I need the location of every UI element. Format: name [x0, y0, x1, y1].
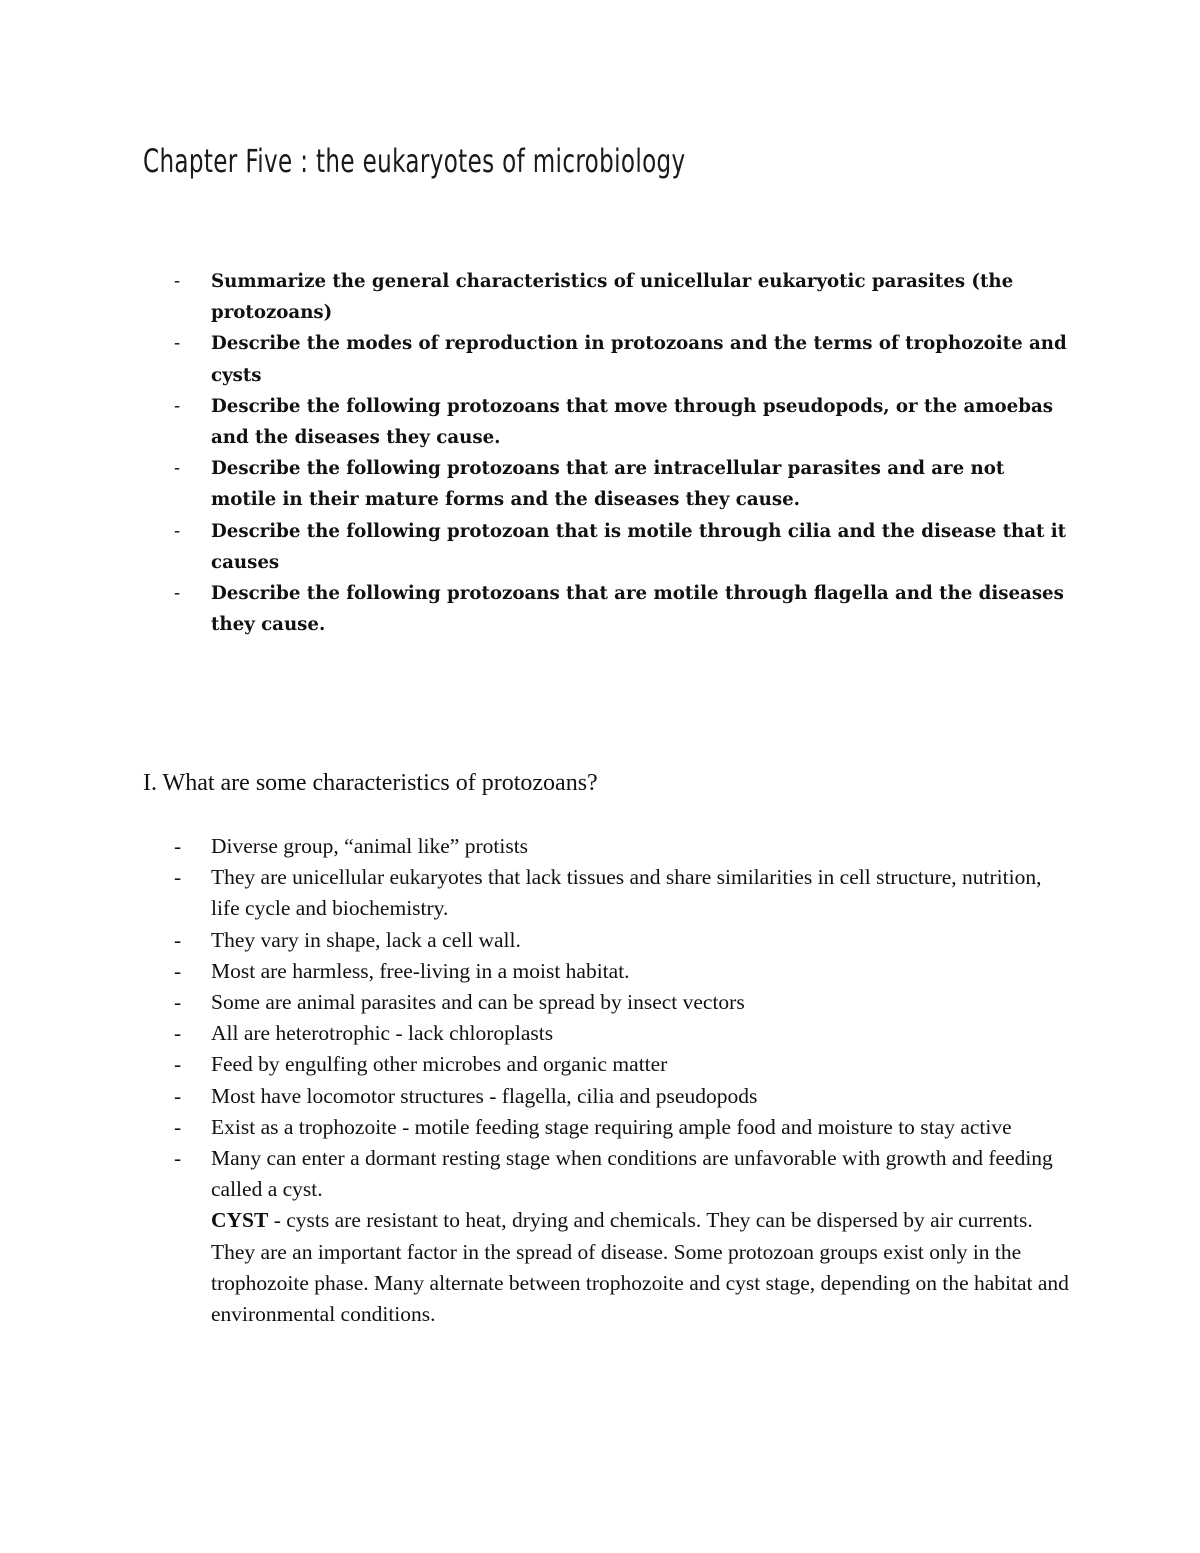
- bullet-dash: -: [174, 834, 182, 858]
- list-item: [170, 925, 1070, 956]
- list-item: [170, 1112, 1070, 1143]
- item-text: Many can enter a dormant resting stage when conditions are unfavorable with growth and feeding called a cyst.: [211, 1146, 1053, 1202]
- objective-text: Summarize the general characteristics of unicellular eukaryotic parasites (the protozoans): [211, 271, 1014, 324]
- item-text: They are unicellular eukaryotes that lack tissues and share similarities in cell structure, nutrition, life cycle and biochemistry.: [211, 865, 1042, 921]
- bullet-dash: -: [174, 1021, 182, 1046]
- objective-item: [170, 578, 1070, 640]
- cyst-term: CYST: [211, 1208, 269, 1233]
- item-text: Some are animal parasites and can be spread by insect vectors: [211, 990, 745, 1015]
- bullet-dash: -: [174, 271, 181, 292]
- bullet-dash: -: [174, 865, 182, 890]
- objective-item: [170, 516, 1070, 578]
- list-item: [170, 1143, 1070, 1330]
- section-heading: I. What are some characteristics of protozoans?: [143, 770, 598, 796]
- objective-text: Describe the modes of reproduction in protozoans and the terms of trophozoite and cysts: [211, 333, 1067, 386]
- list-item: [170, 862, 1070, 924]
- objective-text: Describe the following protozoans that are intracellular parasites and are not motile in their mature forms and the diseases they cause.: [211, 458, 1005, 511]
- item-text: All are heterotrophic - lack chloroplasts: [211, 1021, 554, 1046]
- objective-text: Describe the following protozoans that are motile through flagella and the diseases they cause.: [211, 583, 1064, 636]
- bullet-dash: -: [174, 520, 181, 542]
- bullet-dash: -: [174, 927, 182, 952]
- list-item: [170, 987, 1070, 1018]
- cyst-definition: - cysts are resistant to heat, drying and chemicals. They can be dispersed by air currents. They are an important factor in the spread of disease. Some protozoan groups exist only in the trophozoite phase. Many alternate between trophozoite and cyst stage, depending on the habitat and environmental conditions.: [211, 1208, 1069, 1327]
- bullet-dash: -: [174, 1114, 182, 1139]
- list-item: [170, 1018, 1070, 1049]
- objective-item: [170, 453, 1070, 515]
- bullet-dash: -: [174, 958, 182, 983]
- item-text: Feed by engulfing other microbes and organic matter: [211, 1052, 668, 1077]
- objective-item: [170, 391, 1070, 453]
- bullet-dash: -: [174, 1146, 182, 1171]
- bullet-dash: -: [174, 990, 182, 1015]
- item-text: Diverse group, “animal like” protists: [211, 834, 529, 858]
- list-item: [170, 1081, 1070, 1112]
- bullet-dash: -: [174, 333, 181, 355]
- item-text: Exist as a trophozoite - motile feeding stage requiring ample food and moisture to stay active: [211, 1114, 1012, 1139]
- bullet-dash: -: [174, 1052, 182, 1077]
- item-text: Most have locomotor structures - flagella, cilia and pseudopods: [211, 1083, 758, 1108]
- objective-item: [170, 328, 1070, 390]
- list-item: [170, 1049, 1070, 1080]
- item-text: They vary in shape, lack a cell wall.: [211, 927, 521, 952]
- objective-text: Describe the following protozoan that is motile through cilia and the disease that it causes: [211, 520, 1067, 573]
- chapter-title: Chapter Five : the eukaryotes of microbiology: [143, 142, 686, 180]
- bullet-dash: -: [174, 1083, 182, 1108]
- list-item: [170, 956, 1070, 987]
- bullet-dash: -: [174, 458, 181, 480]
- bullet-dash: -: [174, 583, 181, 605]
- objective-text: Describe the following protozoans that move through pseudopods, or the amoebas and the diseases they cause.: [211, 395, 1053, 449]
- objective-item: [170, 266, 1070, 328]
- characteristics-list: [170, 831, 1070, 1330]
- item-text: Most are harmless, free-living in a moist habitat.: [211, 958, 630, 983]
- bullet-dash: -: [174, 395, 181, 417]
- list-item: [170, 831, 1070, 862]
- learning-objectives-list: [170, 266, 1070, 640]
